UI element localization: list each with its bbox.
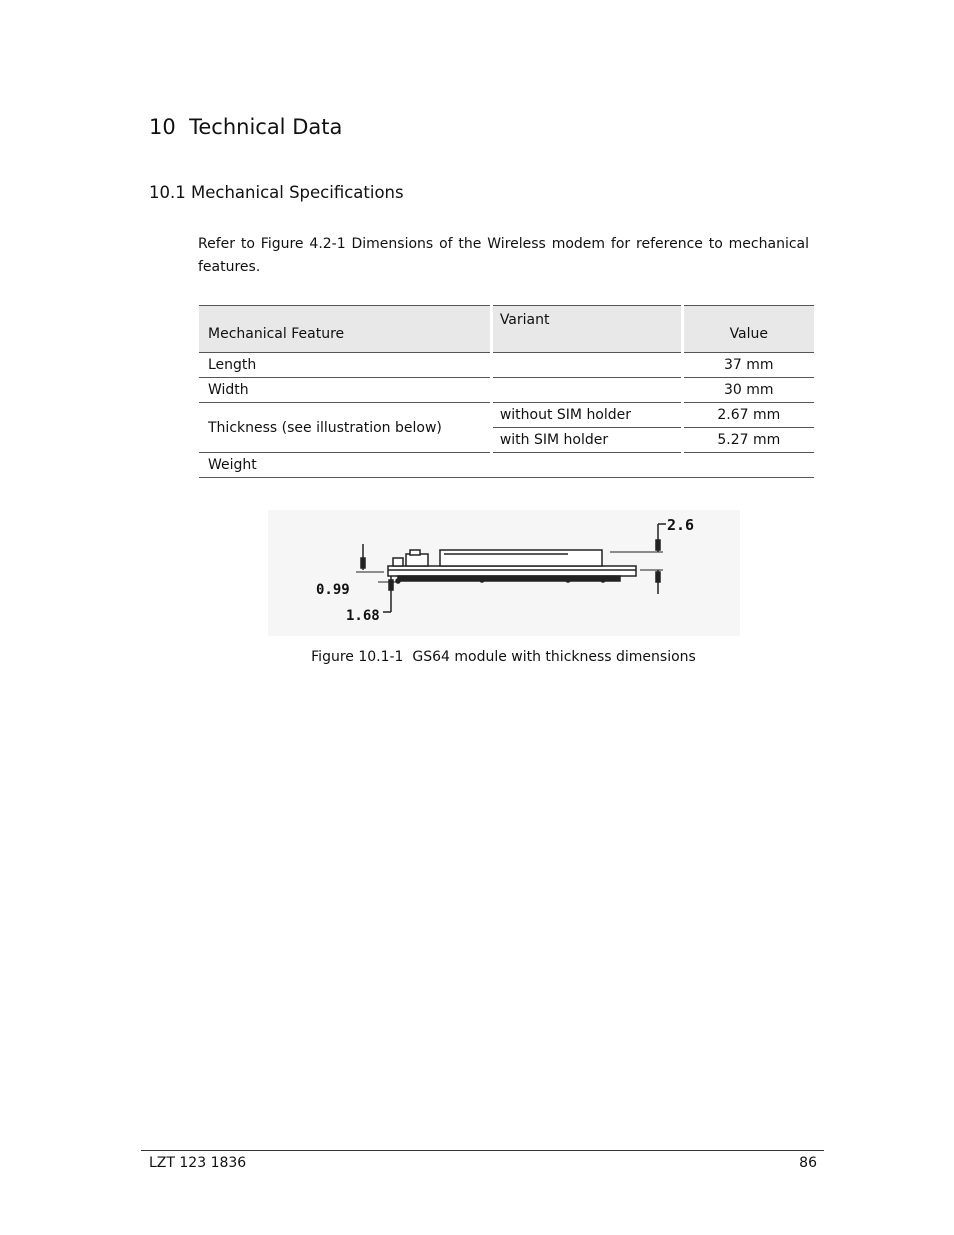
solder-bump [601,578,605,582]
header-value: Value [684,305,814,353]
cell-variant [493,378,681,403]
section-number: 10 [149,115,176,139]
intro-paragraph: Refer to Figure 4.2-1 Dimensions of the Wireless modem for reference to mechanical features. [198,236,809,275]
dim-label-left-lower: 1.68 [346,608,380,624]
cell-value: 37 mm [684,353,814,378]
cell-variant: without SIM holder [493,403,681,428]
section-heading [149,115,342,139]
cell-value: 30 mm [684,378,814,403]
dim-arrowhead [656,540,660,550]
small-component [393,558,403,566]
dim-arrowhead [656,572,660,582]
figure-caption: Figure 10.1-1 GS64 module with thickness dimensions [311,649,696,665]
cell-value [684,453,814,478]
dim-arrowhead [389,580,393,590]
connector-component [406,554,428,566]
cell-feature: Weight [199,453,490,478]
module-side-view-drawing [268,510,740,636]
pcb-board [388,566,636,576]
solder-bump [480,578,484,582]
shield-can [440,550,602,566]
cell-variant [493,353,681,378]
table-row [199,353,814,378]
connector-top [410,550,420,555]
footer-divider [141,1150,824,1151]
dim-label-left-upper: 0.99 [316,582,350,598]
page-number: 86 [799,1155,817,1171]
mechanical-spec-table [199,305,814,478]
subsection-title: Mechanical Specifications [191,183,404,202]
subsection-heading [149,183,404,202]
bottom-layer [398,576,620,581]
header-variant: Variant [493,305,681,353]
cell-feature: Width [199,378,490,403]
header-feature: Mechanical Feature [199,305,490,353]
solder-bump [566,578,570,582]
table-row [199,378,814,403]
dim-arrowhead [361,558,365,568]
table-row [199,453,814,478]
subsection-number: 10.1 [149,183,186,202]
cell-feature: Thickness (see illustration below) [199,403,490,453]
table-header-row [199,305,814,353]
module-thickness-figure [268,510,740,636]
cell-variant: with SIM holder [493,428,681,453]
solder-bump [396,579,400,583]
section-title: Technical Data [189,115,343,139]
dim-label-top: 2.6 [667,516,695,534]
cell-value: 5.27 mm [684,428,814,453]
cell-feature: Length [199,353,490,378]
table-row [199,403,814,428]
cell-variant [493,453,681,478]
footer-doc-id: LZT 123 1836 [149,1155,247,1171]
cell-value: 2.67 mm [684,403,814,428]
